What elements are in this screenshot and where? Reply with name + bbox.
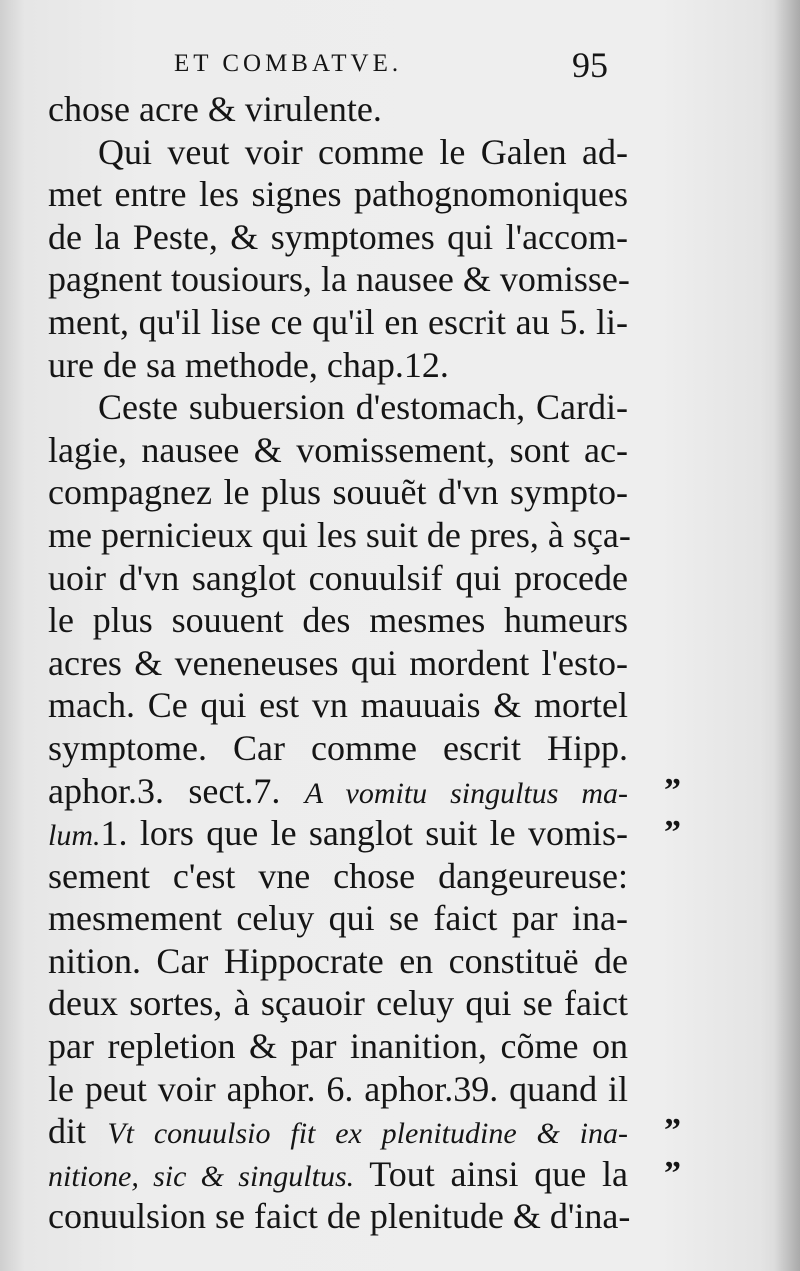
- text-line: [48, 514, 631, 557]
- line-text: met entre les signes pathognomoniques: [48, 174, 628, 215]
- text-line: [48, 727, 628, 770]
- line-text: ure de sa methode, chap.12.: [48, 344, 449, 385]
- margin-quote-mark: ”: [664, 814, 681, 852]
- text-line: [48, 855, 628, 898]
- text-line: [48, 812, 628, 855]
- line-text: mesmement celuy qui se faict par ina-: [48, 898, 628, 939]
- text-line: [48, 386, 628, 429]
- text-line: [48, 770, 628, 813]
- gutter-shadow: [774, 0, 800, 1271]
- line-text: compagnez le plus souuẽt d'vn sympto-: [48, 472, 628, 513]
- text-line: [48, 940, 628, 983]
- text-line: [48, 258, 628, 301]
- text-line: [48, 173, 628, 216]
- text-line: [48, 982, 628, 1025]
- text-line: [48, 1068, 628, 1111]
- text-line: [48, 471, 628, 514]
- line-text: lagie, nausee & vomissement, sont ac-: [48, 429, 628, 470]
- line-text: sement c'est vne chose dangeureuse:: [48, 855, 628, 896]
- page-header: [0, 42, 800, 88]
- text-line: [48, 897, 628, 940]
- text-line: [48, 599, 628, 642]
- text-line: [48, 88, 628, 131]
- line-text: me pernicieux qui les suit de pres, à sça-: [48, 514, 631, 555]
- latin-quote: lum.: [48, 819, 101, 853]
- page-number: 95: [572, 45, 608, 85]
- line-text: ment, qu'il lise ce qu'il en escrit au 5. li-: [48, 301, 628, 342]
- line-text: pagnent tousiours, la nausee & vomisse-: [48, 259, 630, 300]
- text-line: [48, 301, 628, 344]
- text-line: [48, 1195, 631, 1238]
- line-text: le peut voir aphor. 6. aphor.39. quand il: [48, 1068, 628, 1109]
- text-line: [48, 429, 628, 472]
- line-text: Ceste subuersion d'estomach, Cardi-: [98, 387, 628, 428]
- latin-quote: nitione, sic & singultus.: [48, 1159, 355, 1193]
- line-text: chose acre & virulente.: [48, 89, 382, 129]
- running-head: ET COMBATVE.: [174, 50, 403, 77]
- text-line: [48, 131, 628, 174]
- text-line: [48, 216, 628, 259]
- line-text: deux sortes, à sçauoir celuy qui se faict: [48, 983, 628, 1024]
- margin-quote-mark: ”: [664, 1112, 681, 1150]
- text-line: [48, 344, 628, 387]
- line-text: Qui veut voir comme le Galen ad-: [98, 131, 628, 172]
- text-line: [48, 1153, 628, 1196]
- line-text: le plus souuent des mesmes humeurs: [48, 600, 628, 641]
- line-text: nition. Car Hippocrate en constituë de: [48, 940, 628, 981]
- line-text: symptome. Car comme escrit Hipp.: [48, 727, 628, 768]
- line-text: mach. Ce qui est vn mauuais & mortel: [48, 685, 628, 726]
- body-text: [48, 88, 631, 1238]
- text-line: [48, 642, 628, 685]
- bleed-through-mark: [64, 1214, 124, 1235]
- text-line: [48, 557, 628, 600]
- line-text: par repletion & par inanition, cõme on: [48, 1026, 628, 1067]
- line-text: 1. lors que le sanglot suit le vomis-: [100, 813, 628, 854]
- line-text: acres & veneneuses qui mordent l'esto-: [48, 642, 628, 683]
- margin-quote-mark: ”: [664, 1155, 681, 1192]
- line-text: de la Peste, & symptomes qui l'accom-: [48, 216, 628, 257]
- line-text: uoir d'vn sanglot conuulsif qui procede: [48, 557, 628, 598]
- margin-quote-mark: ”: [664, 771, 681, 809]
- line-text: conuulsion se faict de plenitude & d'ina-: [48, 1196, 631, 1237]
- latin-quote: Vt conuulsio fit ex plenitudine & ina-: [107, 1117, 628, 1151]
- latin-quote: A vomitu singultus ma-: [304, 776, 628, 810]
- text-line: [48, 1110, 628, 1153]
- line-text: Tout ainsi que la: [354, 1153, 628, 1194]
- line-text: dit: [48, 1111, 108, 1152]
- text-line: [48, 684, 628, 727]
- line-text: aphor.3. sect.7.: [48, 770, 305, 811]
- text-line: [48, 1025, 628, 1068]
